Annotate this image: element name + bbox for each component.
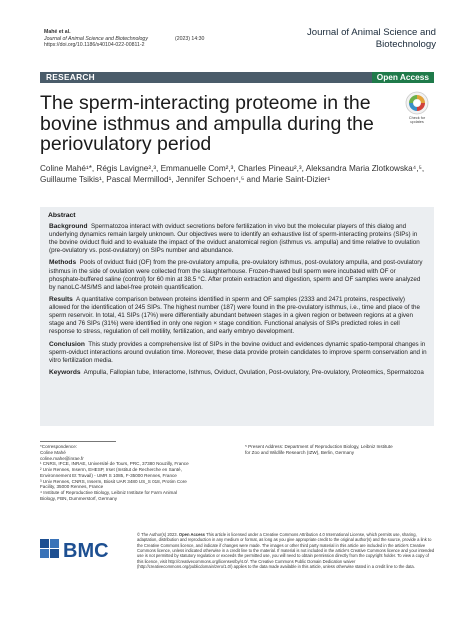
open-access-badge: Open Access [372,72,434,83]
affiliation-line: ² Univ Rennes, Inserm, EHESP, Irset (Institut de Recherche en Santé, [40,467,182,472]
conclusion-text: This study provides a comprehensive list of SIPs in the bovine oviduct and evidences dynamic spatio-temporal changes in sperm-oviduct interactions around ovulation time. Moreover, these data provide protein candidates to improve sperm conservation and in vitro fertilization media. [49,340,427,364]
bmc-logo-text: BMC [63,540,109,562]
running-header [44,29,205,49]
conclusion-label: Conclusion [49,340,85,348]
bmc-logo-mark-icon [40,539,59,558]
license-open-access-label: Open Access [178,532,205,537]
abstract-box [40,207,434,426]
abstract-background [49,223,427,255]
methods-label: Methods [49,259,77,267]
header-journal-citation [44,35,205,43]
abstract-conclusion [49,341,427,365]
results-text: A quantitative comparison between proteins identified in sperm and OF samples (2333 and 2471 proteins, respectively) allowed for the identification of 245 SIPs. The highest number (187) were found in the pre-ovulatory isthmus, i.e., time and place of the sperm reservoir. In total, 41 SIPs (17%) were differentially abundant between stages in a given region or between regions at a given stage and 76 SIPs (31%) were identified in only one region × stage condition. Functional analysis of SIPs predicted roles in cell response to stress, regulation of cell motility, fertilization, and early embryo development. [49,295,420,336]
check-for-updates-icon[interactable] [405,91,429,115]
copyright-text: © The Author(s) 2023. [137,532,178,537]
section-label: RESEARCH [46,72,95,82]
article-title: The sperm-interacting proteome in the bovine isthmus and ampulla during the periovulatory period [40,92,374,155]
affiliation-line: ¹ CNRS, IFCE, INRAE, Université de Tours, PRC, 37380 Nouzilly, France [40,461,189,467]
author-line-1: Coline Mahé¹*, Régis Lavigne²,³, Emmanuelle Com²,³, Charles Pineau²,³, Aleksandra Maria Zlotkowska⁴,⁵, [40,164,425,173]
check-for-updates-label[interactable]: Check for updates [408,116,426,125]
footnotes-right [245,444,435,456]
background-label: Background [49,223,88,230]
abstract-methods [49,259,427,291]
journal-name [276,27,436,50]
present-address-line: for Zoo and Wildlife Research (IZW), Berlin, Germany [245,449,355,455]
license-notice [137,532,435,569]
footnotes-left [40,444,220,502]
journal-name-line2: Biotechnology [375,38,436,50]
license-text: This article is licensed under a Creative Commons Attribution 4.0 International License, which permits use, sharing, adaptation, distribution and reproduction in any medium or format, as long as you give appropriate credit to the original author(s) and the source, provide a link to the Creative Commons licence, and indicate if changes were made. The images or other third party material in this article are included in the article's Creative Commons licence, unless indicated otherwise in a credit line to the material. If material is not included in the article's Creative Commons licence and your intended use is not permitted by statutory regulation or exceeds the permitted use, you will need to obtain permission directly from the copyright holder. To view a copy of this licence, visit http://creativecommons.org/licenses/by/4.0/. The Creative Commons Public Domain Dedication waiver (http://creativecommons.org/publicdomain/zero/1.0/) applies to the data made available in this article, unless otherwise stated in a credit line to the data. [137,532,435,570]
abstract-keywords [49,369,427,377]
abstract-heading: Abstract [48,212,76,219]
results-label: Results [49,295,73,303]
affiliation-line: ⁴ Institute of Reproductive Biology, Leibniz Institute for Farm Animal [40,490,177,495]
keywords-text: Ampulla, Fallopian tube, Interactome, Isthmus, Oviduct, Ovulation, Post-ovulatory, Pre-ovulatory, Proteomics, Spermatozoa [83,368,424,376]
present-address-line: ⁵ Present Address: Department of Reproduction Biology, Leibniz Institute [245,444,393,449]
abstract-results [49,296,427,336]
correspondence-name: Coline Mahé [40,449,66,455]
header-authors: Mahé et al. [44,29,71,35]
keywords-label: Keywords [49,368,81,376]
methods-text: Pools of oviduct fluid (OF) from the pre-ovulatory ampulla, pre-ovulatory isthmus, post-ovulatory ampulla, and post-ovulatory isthmus in the side of ovulation were collected from the slaughterhouse. Frozen-thawed bull sperm were incubated with OF or phosphate-buffered saline (control) for 60 min at 38.5 °C. After protein extraction and digestion, sperm and OF samples were analyzed by nanoLC-MS/MS and label-free protein quantification. [49,259,423,291]
footnote-divider [40,441,116,442]
author-list [40,163,440,185]
affiliation-line: Facility, 35000 Rennes, France [40,484,104,490]
header-journal-abbrev: Journal of Animal Science and Biotechnology [44,35,148,42]
affiliation-line: Biology, FBN, Dummerstorf, Germany [40,495,118,501]
affiliation-line: ³ Univ Rennes, CNRS, Inserm, Biosit UAR 3480 US_S 018, Protim Core [40,478,187,484]
header-volume-page: (2023) 14:30 [175,35,205,42]
correspondence-label: *Correspondence: [40,444,78,449]
correspondence-email[interactable]: coline.mahe@inrae.fr [40,455,84,461]
affiliation-line: Environnement Et Travail) - UMR S 1085, F-35000 Rennes, France [40,472,177,478]
journal-name-line1: Journal of Animal Science and [306,27,436,38]
abstract-body [49,223,427,381]
header-doi[interactable]: https://doi.org/10.1186/s40104-022-00811-2 [44,42,145,49]
bmc-logo [40,537,130,563]
background-text: Spermatozoa interact with oviduct secretions before fertilization in vivo but the molecular players of this dialog and underlying dynamics remain largely unknown. Our objectives were to identify an exhaustive list of sperm-interacting proteins (SIPs) in the bovine oviduct fluid and to evaluate the impact of the oviduct anatomical region (isthmus vs. ampulla) and time relative to ovulation (pre-ovulatory vs. post-ovulatory) on SIPs number and abundance. [49,223,420,255]
author-line-2: Guillaume Tsikis¹, Pascal Mermillod¹, Jennifer Schoen⁴,⁵ and Marie Saint-Dizier¹ [40,175,331,185]
